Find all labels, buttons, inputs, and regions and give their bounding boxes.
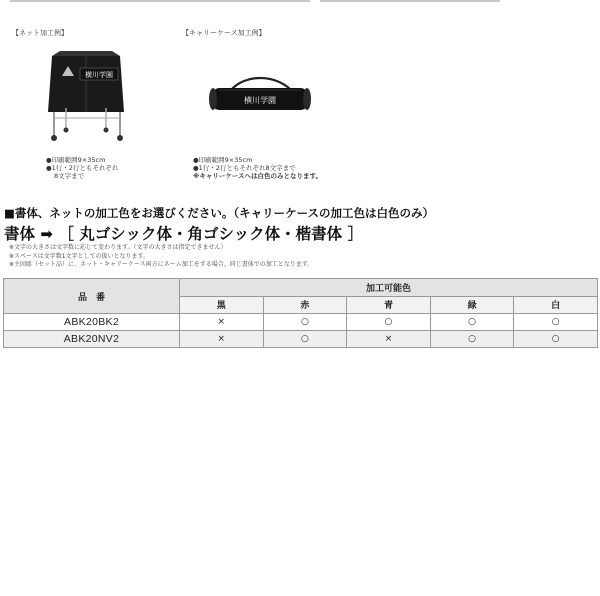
color-availability-table	[3, 278, 598, 348]
cropped-text-line	[0, 0, 600, 4]
availability-cell: ○	[514, 331, 598, 348]
net-bullet: ●印刷範囲9×35cm	[46, 156, 106, 164]
net-example-label: 【ネット加工例】	[12, 29, 68, 37]
note-line: ※スペースは文字数1文字としての扱いとなります。	[9, 252, 150, 260]
net-bullet: ●1行・2行ともそれぞれ	[46, 164, 119, 172]
case-example-bullets	[193, 156, 322, 180]
product-code-cell: ABK20NV2	[4, 331, 180, 348]
font-label: 書体	[4, 225, 36, 243]
case-bullet: ●印刷範囲9×35cm	[193, 156, 253, 164]
carry-case-image	[205, 72, 315, 116]
font-options: ［ 丸ゴシック体・角ゴシック体・楷書体 ］	[58, 225, 364, 243]
availability-cell: ×	[180, 314, 264, 331]
availability-cell: ○	[430, 331, 514, 348]
product-code-cell: ABK20BK2	[4, 314, 180, 331]
section-heading: ■書体、ネットの加工色をお選びください。（キャリーケースの加工色は白色のみ）	[4, 206, 435, 220]
note-line: ※主固彫（セット品）に、ネット・キャリーケース両方にネーム加工をする場合、同じ書体での加工となります。	[9, 261, 314, 269]
notes-block	[9, 244, 313, 270]
color-header: 青	[347, 296, 431, 314]
availability-cell: ○	[430, 314, 514, 331]
net-bullet: 8文字まで	[54, 172, 85, 180]
availability-cell: ×	[347, 331, 431, 348]
note-line: ※文字の大きさは文字数に応じて変わります。（文字の大きさは指定できません）	[9, 244, 227, 251]
color-header: 緑	[430, 296, 514, 314]
availability-cell: ○	[347, 314, 431, 331]
availability-cell: ○	[263, 314, 347, 331]
arrow-right-icon: ➡	[40, 225, 53, 243]
color-header: 白	[514, 296, 598, 314]
available-colors-header: 加工可能色	[180, 279, 598, 297]
case-note: ※キャリーケースへは白色のみとなります。	[193, 172, 322, 180]
product-code-header: 品 番	[4, 279, 180, 314]
table-row	[4, 331, 598, 348]
net-example-bullets	[46, 156, 118, 180]
color-header: 黒	[180, 296, 264, 314]
color-header: 赤	[263, 296, 347, 314]
availability-cell: ×	[180, 331, 264, 348]
case-example-label: 【キャリーケース加工例】	[182, 29, 266, 37]
case-bullet: ●1行・2行ともそれぞれ8文字まで	[193, 164, 296, 172]
availability-cell: ○	[263, 331, 347, 348]
font-selection-line	[4, 222, 363, 244]
table-row	[4, 314, 598, 331]
availability-cell: ○	[514, 314, 598, 331]
ball-cart-image	[40, 48, 130, 148]
net-print-text: 横川学園	[85, 71, 113, 79]
case-print-text: 横川学園	[244, 96, 276, 105]
